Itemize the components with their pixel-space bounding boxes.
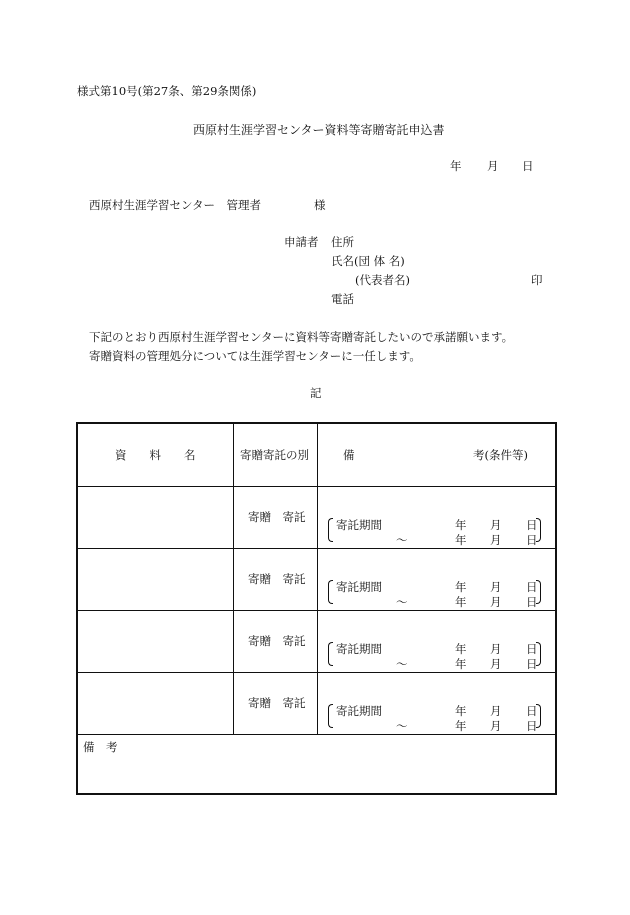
right-bracket bbox=[536, 580, 541, 604]
row-day: 日 bbox=[526, 719, 538, 733]
applicant-label: 申請者 bbox=[284, 235, 319, 249]
row-period-label: 寄託期間 bbox=[336, 704, 382, 718]
row-month: 月 bbox=[490, 580, 502, 594]
table-divider bbox=[78, 734, 555, 735]
row-year: 年 bbox=[455, 642, 467, 656]
row-donation-type: 寄贈 寄託 bbox=[248, 510, 306, 524]
row-month: 月 bbox=[490, 657, 502, 671]
row-year: 年 bbox=[455, 704, 467, 718]
row-year: 年 bbox=[455, 595, 467, 609]
addressee-honorific: 様 bbox=[314, 198, 326, 212]
table-divider bbox=[78, 486, 555, 487]
table-divider bbox=[233, 424, 234, 734]
address-label: 住所 bbox=[331, 235, 354, 249]
form-number: 様式第10号(第27条、第29条関係) bbox=[77, 84, 257, 98]
row-year: 年 bbox=[455, 719, 467, 733]
table-divider bbox=[78, 610, 555, 611]
page-title: 西原村生涯学習センター資料等寄贈寄託申込書 bbox=[193, 123, 445, 137]
row-day: 日 bbox=[526, 642, 538, 656]
row-day: 日 bbox=[526, 595, 538, 609]
date-day-label: 日 bbox=[522, 159, 534, 173]
row-day: 日 bbox=[526, 580, 538, 594]
row-donation-type: 寄贈 寄託 bbox=[248, 572, 306, 586]
row-tilde: ～ bbox=[396, 533, 408, 547]
date-month-label: 月 bbox=[487, 159, 499, 173]
row-tilde: ～ bbox=[396, 595, 408, 609]
left-bracket bbox=[328, 580, 333, 604]
left-bracket bbox=[328, 642, 333, 666]
row-year: 年 bbox=[455, 657, 467, 671]
left-bracket bbox=[328, 518, 333, 542]
row-period-label: 寄託期間 bbox=[336, 580, 382, 594]
addressee: 西原村生涯学習センター 管理者 bbox=[89, 198, 262, 212]
row-donation-type: 寄贈 寄託 bbox=[248, 634, 306, 648]
representative-label: (代表者名) bbox=[355, 273, 410, 287]
row-year: 年 bbox=[455, 533, 467, 547]
row-month: 月 bbox=[490, 642, 502, 656]
header-material-name: 資 料 名 bbox=[115, 448, 196, 462]
row-day: 日 bbox=[526, 657, 538, 671]
left-bracket bbox=[328, 704, 333, 728]
row-year: 年 bbox=[455, 518, 467, 532]
row-year: 年 bbox=[455, 580, 467, 594]
row-period-label: 寄託期間 bbox=[336, 518, 382, 532]
table-divider bbox=[317, 424, 318, 734]
header-remarks-left: 備 bbox=[343, 448, 355, 462]
right-bracket bbox=[536, 704, 541, 728]
row-month: 月 bbox=[490, 595, 502, 609]
body-line-1: 下記のとおり西原村生涯学習センターに資料等寄贈寄託したいので承諾願います。 bbox=[89, 330, 514, 344]
name-label: 氏名(団 体 名) bbox=[331, 254, 405, 268]
table-divider bbox=[78, 548, 555, 549]
right-bracket bbox=[536, 518, 541, 542]
body-line-2: 寄贈資料の管理処分については生涯学習センターに一任します。 bbox=[89, 349, 421, 363]
donation-table bbox=[76, 422, 557, 795]
row-tilde: ～ bbox=[396, 719, 408, 733]
footer-remarks-label: 備 考 bbox=[83, 740, 118, 754]
header-donation-type: 寄贈寄託の別 bbox=[240, 448, 309, 462]
phone-label: 電話 bbox=[331, 292, 354, 306]
row-day: 日 bbox=[526, 518, 538, 532]
row-day: 日 bbox=[526, 704, 538, 718]
row-month: 月 bbox=[490, 719, 502, 733]
table-divider bbox=[78, 672, 555, 673]
date-year-label: 年 bbox=[450, 159, 462, 173]
seal-mark: 印 bbox=[531, 273, 543, 287]
row-period-label: 寄託期間 bbox=[336, 642, 382, 656]
row-donation-type: 寄贈 寄託 bbox=[248, 696, 306, 710]
right-bracket bbox=[536, 642, 541, 666]
row-month: 月 bbox=[490, 704, 502, 718]
row-month: 月 bbox=[490, 518, 502, 532]
row-day: 日 bbox=[526, 533, 538, 547]
row-month: 月 bbox=[490, 533, 502, 547]
header-remarks-right: 考(条件等) bbox=[473, 448, 528, 462]
row-tilde: ～ bbox=[396, 657, 408, 671]
ki-heading: 記 bbox=[310, 386, 322, 400]
